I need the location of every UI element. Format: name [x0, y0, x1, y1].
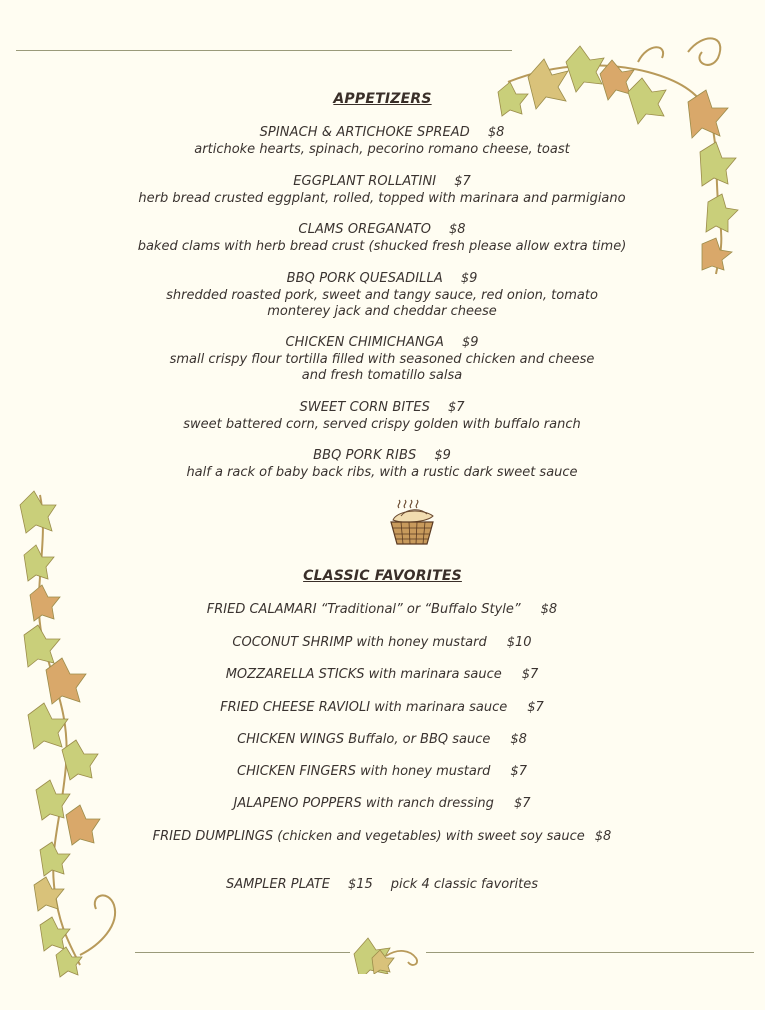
item-description: baked clams with herb bread crust (shucked fresh please allow extra time)	[137, 238, 627, 254]
appetizers-heading: APPETIZERS	[333, 91, 432, 107]
menu-item-eggplant-rollatini	[0, 174, 765, 207]
item-description: shredded roasted pork, sweet and tangy sauce, red onion, tomato	[166, 287, 598, 303]
item-price: $7	[448, 400, 465, 415]
item-name: CHICKEN CHIMICHANGA	[285, 335, 444, 350]
item-price: $8	[510, 732, 527, 747]
menu-item-spinach-artichoke	[0, 125, 765, 158]
menu-item-chicken-chimichanga	[0, 335, 765, 385]
item-text: CHICKEN FINGERS with honey mustard	[237, 764, 491, 779]
bottom-rule-right	[426, 952, 754, 953]
classic-favorites-heading: CLASSIC FAVORITES	[303, 568, 462, 584]
item-text: COCONUT SHRIMP with honey mustard	[232, 635, 487, 650]
item-price: $7	[521, 667, 539, 682]
menu-item-clams-oreganato	[0, 222, 765, 255]
menu-item-bbq-pork-ribs	[0, 448, 765, 481]
sampler-note: pick 4 classic favorites	[390, 877, 539, 892]
ivy-leaf-ornament-icon	[346, 928, 426, 974]
top-rule	[16, 50, 512, 51]
item-price: $8	[540, 602, 558, 617]
menu-item-bbq-pork-quesadilla	[0, 271, 765, 321]
item-text: JALAPENO POPPERS with ranch dressing	[233, 796, 494, 811]
item-price: $7	[527, 700, 544, 715]
sampler-name: SAMPLER PLATE	[225, 877, 330, 892]
item-text: FRIED CALAMARI “Traditional” or “Buffalo Style”	[206, 602, 521, 617]
item-text: MOZZARELLA STICKS with marinara sauce	[225, 667, 502, 682]
item-description: and fresh tomatillo salsa	[301, 368, 463, 383]
item-description: monterey jack and cheddar cheese	[267, 304, 497, 319]
item-price: $7	[454, 174, 471, 189]
item-price: $7	[513, 796, 531, 811]
item-price: $9	[434, 448, 451, 463]
item-price: $8	[487, 125, 505, 140]
item-text: FRIED CHEESE RAVIOLI with marinara sauce	[220, 700, 508, 715]
item-price: $9	[461, 335, 479, 350]
bottom-rule-left	[135, 952, 350, 953]
item-price: $8	[449, 222, 466, 237]
item-text: FRIED DUMPLINGS (chicken and vegetables) with sweet soy sauce	[152, 829, 585, 844]
item-price: $8	[594, 829, 612, 844]
item-description: herb bread crusted eggplant, rolled, topped with marinara and parmigiano	[138, 190, 626, 206]
item-name: SPINACH & ARTICHOKE SPREAD	[259, 125, 470, 140]
item-price: $10	[506, 635, 532, 650]
item-text: CHICKEN WINGS Buffalo, or BBQ sauce	[237, 732, 491, 747]
ivy-vine-left-icon	[10, 485, 130, 985]
item-name: CLAMS OREGANATO	[298, 222, 432, 237]
item-description: artichoke hearts, spinach, pecorino romano cheese, toast	[194, 141, 570, 157]
menu-item-sweet-corn-bites	[0, 400, 765, 433]
item-description: small crispy flour tortilla filled with seasoned chicken and cheese	[169, 351, 595, 367]
item-price: $7	[510, 764, 527, 779]
item-name: BBQ PORK RIBS	[313, 448, 417, 463]
sampler-price: $15	[347, 877, 373, 892]
bread-basket-icon	[383, 498, 441, 550]
item-name: SWEET CORN BITES	[299, 400, 431, 415]
item-description: sweet battered corn, served crispy golden with buffalo ranch	[183, 416, 581, 432]
item-name: BBQ PORK QUESADILLA	[286, 271, 443, 286]
item-description: half a rack of baby back ribs, with a rustic dark sweet sauce	[186, 464, 578, 480]
item-price: $9	[460, 271, 478, 286]
item-name: EGGPLANT ROLLATINI	[293, 174, 437, 189]
